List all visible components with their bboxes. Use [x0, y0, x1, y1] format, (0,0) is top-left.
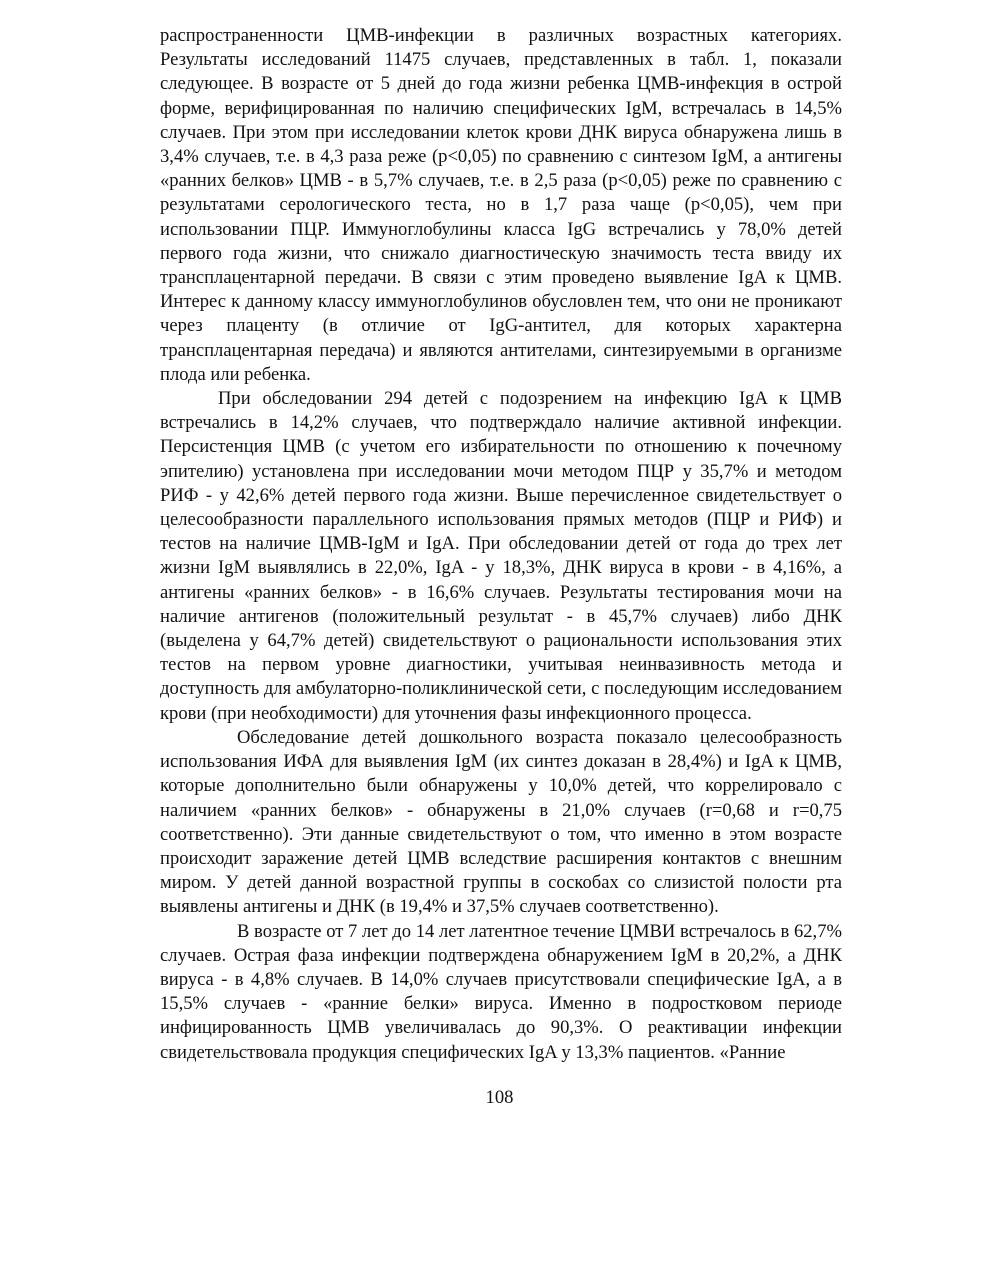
- page-number: 108: [485, 1087, 514, 1108]
- paragraph-1: распространенности ЦМВ-инфекции в различных возрастных категориях. Результаты исследований 11475 случаев, представленных в табл. 1, показали следующее. В возрасте от 5 дней до года жизни ребенка ЦМВ-инфекция в острой форме, верифицированная по наличию специфических IgM, встречалась в 14,5% случаев. При этом при исследовании клеток крови ДНК вируса обнаружена лишь в 3,4% случаев, т.е. в 4,3 раза реже (р<0,05) по сравнению с синтезом IgM, а антигены «ранних белков» ЦМВ - в 5,7% случаев, т.е. в 2,5 раза (р<0,05) реже по сравнению с результатами серологического теста, но в 1,7 раза чаще (р<0,05), чем при использовании ПЦР. Иммуноглобулины класса IgG встречались у 78,0% детей первого года жизни, что снижало диагностическую значимость теста ввиду их трансплацентарной передачи. В связи с этим проведено выявление IgA к ЦМВ. Интерес к данному классу иммуноглобулинов обусловлен тем, что они не проникают через плаценту (в отличие от IgG-антител, для которых характерна трансплацентарная передача) и являются антителами, синтезируемыми в организме плода или ребенка.: [160, 25, 842, 385]
- paragraph-3: Обследование детей дошкольного возраста показало целесообразность использования ИФА для выявления IgM (их синтез доказан в 28,4%) и IgA к ЦМВ, которые дополнительно были обнаружены у 10,0% детей, что коррелировало с наличием «ранних белков» - обнаружены в 21,0% случаев (r=0,68 и r=0,75 соответственно). Эти данные свидетельствуют о том, что именно в этом возрасте происходит заражение детей ЦМВ вследствие расширения контактов с внешним миром. У детей данной возрастной группы в соскобах со слизистой полости рта выявлены антигены и ДНК (в 19,4% и 37,5% случаев соответственно).: [160, 726, 842, 918]
- paragraph-2: При обследовании 294 детей с подозрением на инфекцию IgA к ЦМВ встречались в 14,2% случаев, что подтверждало наличие активной инфекции. Персистенция ЦМВ (с учетом его избирательности по отношению к почечному эпителию) установлена при исследовании мочи методом ПЦР у 35,7% и методом РИФ - у 42,6% детей первого года жизни. Выше перечисленное свидетельствует о целесообразности параллельного использования прямых методов (ПЦР и РИФ) и тестов на наличие ЦМВ-IgM и IgA. При обследовании детей от года до трех лет жизни IgM выявлялись в 22,0%, IgA - у 18,3%, ДНК вируса в крови - в 4,16%, а антигены «ранних белков» - в 16,6% случаев. Результаты тестирования мочи на наличие антигенов (положительный результат - в 45,7% случаев) либо ДНК (выделена у 64,7% детей) свидетельствуют о рациональности использования этих тестов на первом уровне диагностики, учитывая неинвазивность метода и доступность для амбулаторно-поликлинической сети, с последующим исследованием крови (при необходимости) для уточнения фазы инфекционного процесса.: [160, 388, 842, 724]
- paragraph-4: В возрасте от 7 лет до 14 лет латентное течение ЦМВИ встречалось в 62,7% случаев. Острая фаза инфекции подтверждена обнаружением IgM в 20,2%, а ДНК вируса - в 4,8% случаев. В 14,0% случаев присутствовали специфические IgA, а в 15,5% случаев - «ранние белки» вируса. Именно в подростковом периоде инфицированность ЦМВ увеличивалась до 90,3%. О реактивации инфекции свидетельствовала продукция специфических IgA у 13,3% пациентов. «Ранние: [160, 920, 842, 1063]
- document-page: [160, 24, 842, 1065]
